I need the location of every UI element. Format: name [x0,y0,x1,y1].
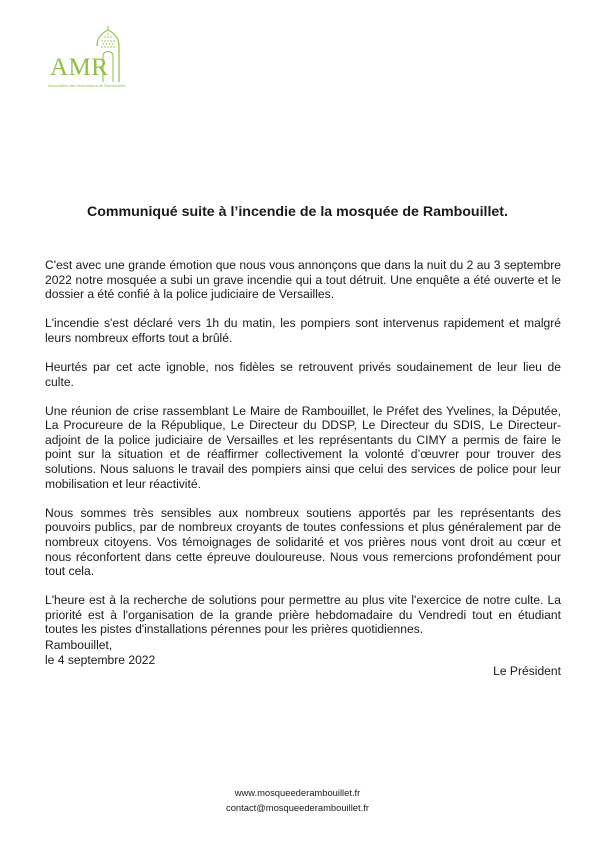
signoff-block [45,638,155,667]
footer-website-link[interactable]: www.mosqueederambouillet.fr [234,787,361,798]
signoff-place: Rambouillet, [45,638,113,652]
page-title: Communiqué suite à l’incendie de la mosquée de Rambouillet. [87,204,508,220]
paragraph-6: L'heure est à la recherche de solutions pour permettre au plus vite l'exercice de notre culte. La priorité est à l'organisation de la grande prière hebdomadaire du Vendredi tout en étudiant toutes les pistes d'installations pérennes pour les prières quotidiennes. [45,593,561,637]
communique-body [45,258,561,651]
paragraph-2: L'incendie s'est déclaré vers 1h du matin, les pompiers sont intervenus rapidement et malgré leurs nombreux efforts tout a brûlé. [45,316,561,345]
signoff-date: le 4 septembre 2022 [45,652,156,667]
footer [0,786,595,815]
logo-text: AMR [50,54,109,81]
paragraph-3: Heurtés par cet acte ignoble, nos fidèles se retrouvent privés soudainement de leur lieu de culte. [45,359,561,389]
paragraph-1: C'est avec une grande émotion que nous vous annonçons que dans la nuit du 2 au 3 septembre 2022 notre mosquée a subi un grave incendie qui a tout détruit. Une enquête a été ouverte et le dossier a été confié à la police judiciaire de Versailles. [45,258,561,302]
paragraph-4: Une réunion de crise rassemblant Le Maire de Rambouillet, le Préfet des Yvelines, la Députée, La Procureure de la République, Le Directeur du DDSP, Le Directeur du SDIS, Le Directeur-adjoint de la police judiciaire de Versailles et les représentants du CIMY a permis de faire le point sur la situation et de réaffirmer collectivement la volonté d’œuvrer pour trouver des solutions. Nous saluons le travail des pompiers ainsi que celui des services de police pour leur mobilisation et leur réactivité. [45,403,561,491]
paragraph-5: Nous sommes très sensibles aux nombreux soutiens apportés par les représentants des pouvoirs publics, par de nombreux croyants de toutes confessions et plus généralement par de nombreux citoyens. Vos témoignages de solidarité et vos prières nous vont droit au cœur et nous réconfortent dans cette épreuve douloureuse. Nous vous remercions profondément pour tout cela. [45,505,561,579]
signature: Le Président [493,664,561,678]
amr-logo [40,26,150,96]
logo-subtitle: Association des Musulmans de Rambouillet [48,83,126,88]
footer-email-link[interactable]: contact@mosqueederambouillet.fr [226,801,369,813]
